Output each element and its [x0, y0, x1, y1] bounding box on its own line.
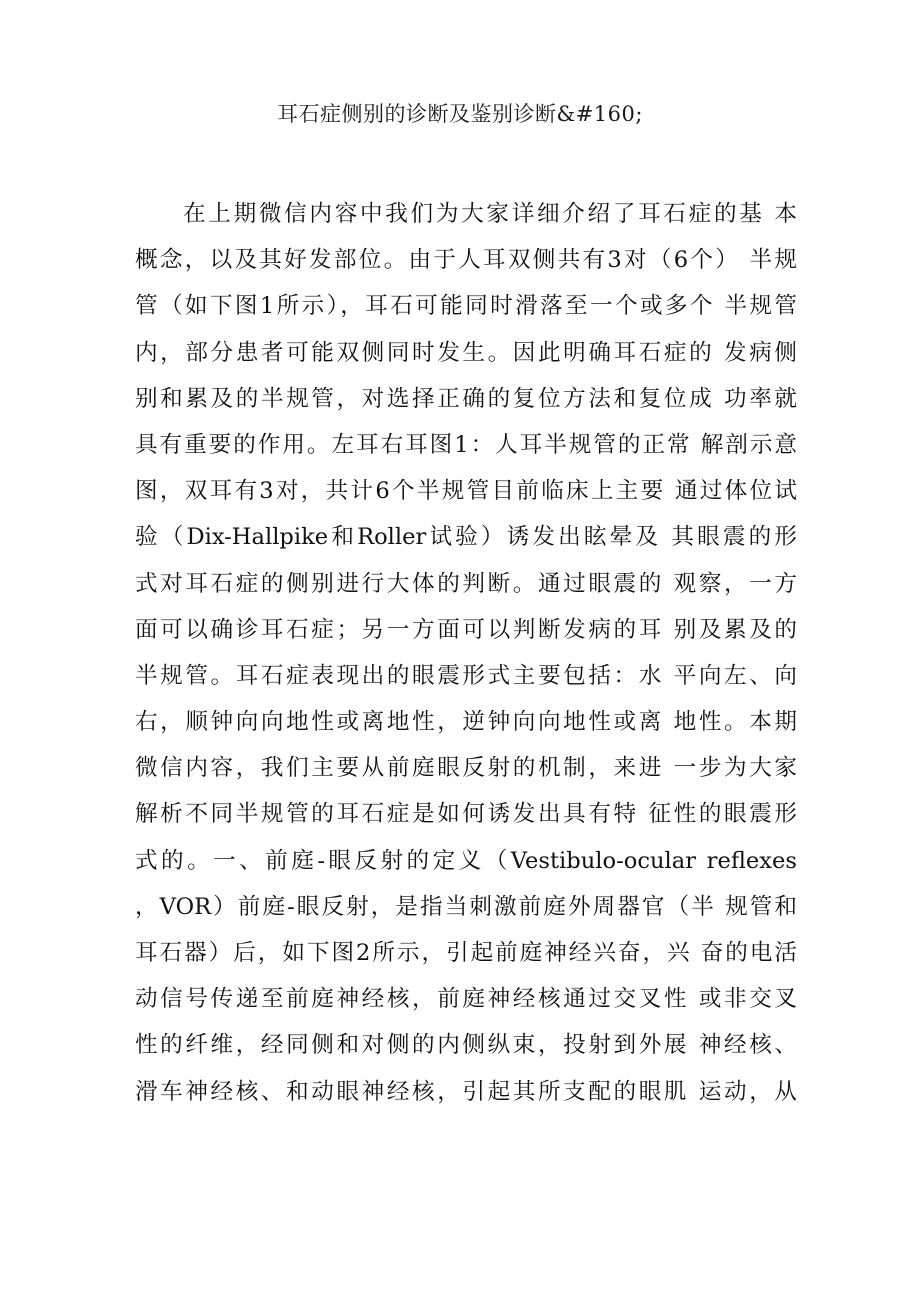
- body-line: 在上期微信内容中我们为大家详细介绍了耳石症的基 本: [183, 201, 797, 227]
- body-line: 半规管。耳石症表现出的眼震形式主要包括：水 平向左、向: [135, 662, 797, 689]
- document-title: 耳石症侧别的诊断及鉴别诊断&#160;: [277, 102, 643, 126]
- body-line: 图，双耳有3对，共计6个半规管目前临床上主要 通过体位试: [135, 478, 797, 505]
- body-line: 别和累及的半规管，对选择正确的复位方法和复位成 功率就: [135, 385, 797, 412]
- body-line: 管（如下图1所示），耳石可能同时滑落至一个或多个 半规管: [135, 293, 797, 320]
- body-line: ，VOR）前庭-眼反射，是指当刺激前庭外周器官（半 规管和: [135, 893, 797, 920]
- document-body: [135, 191, 797, 1115]
- body-line: 概念，以及其好发部位。由于人耳双侧共有3对（6个） 半规: [135, 247, 797, 274]
- body-line: 右，顺钟向向地性或离地性，逆钟向向地性或离 地性。本期: [135, 709, 797, 736]
- body-line: 耳石器）后，如下图2所示，引起前庭神经兴奋，兴 奋的电活: [135, 940, 797, 966]
- body-line: 解析不同半规管的耳石症是如何诱发出具有特 征性的眼震形: [135, 801, 797, 828]
- body-line: 滑车神经核、和动眼神经核，引起其所支配的眼肌 运动，从: [135, 1078, 797, 1105]
- body-line: 具有重要的作用。左耳右耳图1：人耳半规管的正常 解剖示意: [135, 431, 797, 458]
- body-line: 性的纤维，经同侧和对侧的内侧纵束，投射到外展 神经核、: [135, 1032, 797, 1059]
- body-line: 面可以确诊耳石症；另一方面可以判断发病的耳 别及累及的: [135, 616, 797, 643]
- body-line: 动信号传递至前庭神经核，前庭神经核通过交叉性 或非交叉: [135, 986, 797, 1013]
- body-line: 内，部分患者可能双侧同时发生。因此明确耳石症的 发病侧: [135, 339, 797, 366]
- body-line: 微信内容，我们主要从前庭眼反射的机制，来进 一步为大家: [135, 755, 797, 782]
- body-line: 验（Dix-Hallpike和Roller试验）诱发出眩晕及 其眼震的形: [135, 524, 797, 551]
- body-line: 式的。一、前庭-眼反射的定义（Vestibulo-ocular reflexes: [135, 847, 797, 874]
- body-line: 式对耳石症的侧别进行大体的判断。通过眼震的 观察，一方: [135, 570, 797, 597]
